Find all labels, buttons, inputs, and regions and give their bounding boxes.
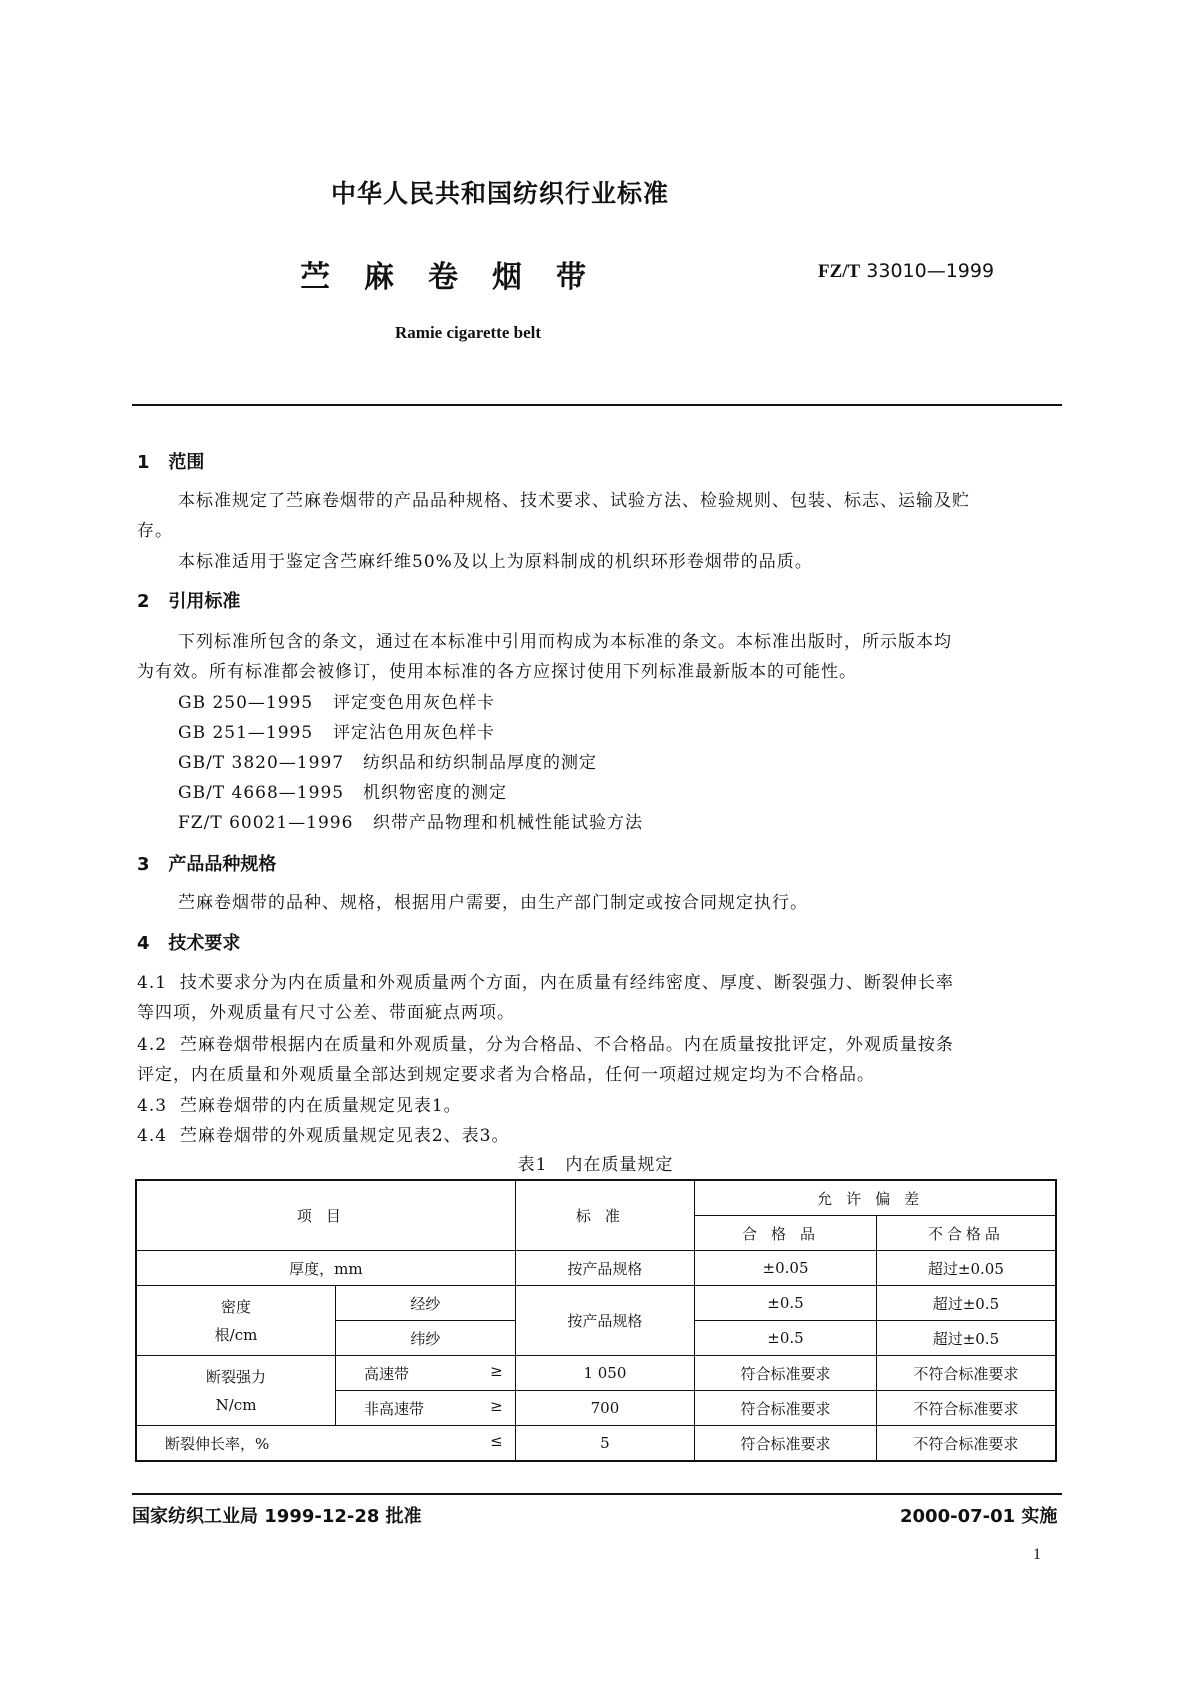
strength-label: 断裂强力 — [206, 1367, 267, 1386]
reference-title: 机织物密度的测定 — [363, 783, 507, 803]
clause-text: 苎麻卷烟带的外观质量规定见表2、表3。 — [179, 1126, 510, 1146]
paragraph: 下列标准所包含的条文，通过在本标准中引用而构成为本标准的条文。本标准出版时，所示版本均 — [178, 632, 952, 652]
reference-item — [178, 778, 507, 809]
page-number: 1 — [1033, 1546, 1041, 1563]
table-row — [136, 1356, 1056, 1391]
paragraph: 苎麻卷烟带的品种、规格，根据用户需要，由生产部门制定或按合同规定执行。 — [178, 893, 808, 913]
clause-number: 4.2 — [137, 1035, 168, 1055]
cell-fail: 不符合标准要求 — [876, 1426, 1056, 1462]
less-equal-symbol: ≤ — [490, 1432, 503, 1450]
cell-fail: 不符合标准要求 — [876, 1356, 1056, 1391]
cell-fail: 超过±0.05 — [876, 1251, 1056, 1286]
cell-pass: 符合标准要求 — [695, 1426, 877, 1462]
section-3-heading — [137, 850, 276, 876]
reference-title: 评定变色用灰色样卡 — [333, 693, 495, 713]
greater-equal-symbol: ≥ — [490, 1362, 503, 1380]
standard-title: 苎麻卷烟带 — [300, 260, 620, 295]
cell-standard: 按产品规格 — [515, 1251, 695, 1286]
clause-text: 技术要求分为内在质量和外观质量两个方面，内在质量有经纬密度、厚度、断裂强力、断裂伸长率 — [179, 973, 954, 993]
section-2-heading — [137, 587, 240, 613]
section-1-heading — [137, 448, 204, 474]
cell-pass: 符合标准要求 — [695, 1391, 877, 1426]
paragraph: 为有效。所有标准都会被修订，使用本标准的各方应探讨使用下列标准最新版本的可能性。 — [137, 662, 857, 682]
reference-item — [178, 808, 643, 839]
cell-sublabel: 纬纱 — [336, 1321, 516, 1356]
table-row — [136, 1286, 1056, 1321]
paragraph: 本标准适用于鉴定含苎麻纤维50%及以上为原料制成的机织环形卷烟带的品质。 — [178, 552, 813, 572]
english-title: Ramie cigarette belt — [395, 323, 542, 342]
header-tolerance: 允许偏差 — [695, 1180, 1056, 1216]
cell-sublabel — [336, 1356, 516, 1391]
header-divider — [132, 404, 1062, 406]
approval-text: 国家纺织工业局 1999-12-28 批准 — [132, 1506, 422, 1527]
sublabel-text: 非高速带 — [364, 1399, 425, 1418]
cell-label — [136, 1286, 336, 1356]
quality-table — [135, 1179, 1057, 1462]
sublabel-text: 高速带 — [364, 1364, 410, 1383]
section-title: 范围 — [168, 452, 205, 473]
cell-fail: 不符合标准要求 — [876, 1391, 1056, 1426]
cell-sublabel — [336, 1391, 516, 1426]
density-label: 密度 — [221, 1297, 252, 1316]
clause-4-4 — [137, 1121, 510, 1152]
header-standard: 标准 — [515, 1180, 695, 1251]
header-item: 项目 — [136, 1180, 515, 1251]
table-header-row — [136, 1180, 1056, 1216]
cell-label: 厚度，mm — [136, 1251, 515, 1286]
reference-code: GB/T 4668—1995 — [178, 783, 345, 803]
cell-standard: 1 050 — [515, 1356, 695, 1391]
cell-pass: ±0.5 — [695, 1286, 877, 1321]
clause-number: 4.1 — [137, 973, 168, 993]
section-number: 4 — [137, 933, 150, 954]
greater-equal-symbol: ≥ — [490, 1397, 503, 1415]
table-row — [136, 1251, 1056, 1286]
standard-prefix: FZ/T — [818, 261, 861, 282]
org-title: 中华人民共和国纺织行业标准 — [330, 179, 669, 208]
strength-unit: N/cm — [215, 1395, 257, 1414]
reference-item — [178, 718, 495, 749]
reference-item — [178, 688, 495, 719]
cell-standard: 5 — [515, 1426, 695, 1462]
clause-number: 4.4 — [137, 1126, 168, 1146]
section-4-heading — [137, 929, 240, 955]
section-title: 引用标准 — [168, 591, 241, 612]
clause-number: 4.3 — [137, 1096, 168, 1116]
section-title: 产品品种规格 — [168, 854, 277, 875]
table-caption: 表1 内在质量规定 — [517, 1155, 674, 1175]
table-row — [136, 1426, 1056, 1462]
cell-pass: 符合标准要求 — [695, 1356, 877, 1391]
paragraph: 本标准规定了苎麻卷烟带的产品品种规格、技术要求、试验方法、检验规则、包装、标志、运输及贮 — [178, 491, 970, 511]
reference-code: FZ/T 60021—1996 — [178, 813, 354, 833]
clause-4-1 — [137, 968, 954, 999]
elongation-label: 断裂伸长率，% — [165, 1434, 270, 1453]
cell-label — [136, 1356, 336, 1426]
section-title: 技术要求 — [168, 933, 241, 954]
cell-fail: 超过±0.5 — [876, 1286, 1056, 1321]
cell-sublabel: 经纱 — [336, 1286, 516, 1321]
paragraph: 存。 — [137, 521, 173, 541]
standard-number — [818, 260, 994, 283]
reference-code: GB 250—1995 — [178, 693, 314, 713]
cell-pass: ±0.05 — [695, 1251, 877, 1286]
density-unit: 根/cm — [214, 1325, 258, 1344]
reference-item — [178, 748, 597, 779]
clause-4-2 — [137, 1030, 954, 1061]
cell-standard: 700 — [515, 1391, 695, 1426]
section-number: 1 — [137, 452, 150, 473]
section-number: 2 — [137, 591, 150, 612]
paragraph: 等四项，外观质量有尺寸公差、带面疵点两项。 — [137, 1003, 515, 1023]
header-fail: 不合格品 — [876, 1216, 1056, 1251]
footer-divider — [132, 1493, 1062, 1495]
reference-title: 评定沾色用灰色样卡 — [333, 723, 495, 743]
standard-code: 33010—1999 — [866, 260, 995, 282]
reference-code: GB/T 3820—1997 — [178, 753, 345, 773]
cell-standard: 按产品规格 — [515, 1286, 695, 1356]
header-pass: 合格品 — [695, 1216, 877, 1251]
cell-pass: ±0.5 — [695, 1321, 877, 1356]
clause-4-3 — [137, 1091, 462, 1122]
reference-code: GB 251—1995 — [178, 723, 314, 743]
clause-text: 苎麻卷烟带根据内在质量和外观质量，分为合格品、不合格品。内在质量按批评定，外观质量按条 — [179, 1035, 954, 1055]
cell-fail: 超过±0.5 — [876, 1321, 1056, 1356]
cell-label — [136, 1426, 515, 1462]
effective-date: 2000-07-01 实施 — [900, 1506, 1058, 1527]
reference-title: 纺织品和纺织制品厚度的测定 — [363, 753, 597, 773]
clause-text: 苎麻卷烟带的内在质量规定见表1。 — [179, 1096, 462, 1116]
section-number: 3 — [137, 854, 150, 875]
reference-title: 织带产品物理和机械性能试验方法 — [373, 813, 643, 833]
paragraph: 评定，内在质量和外观质量全部达到规定要求者为合格品，任何一项超过规定均为不合格品。 — [137, 1065, 875, 1085]
